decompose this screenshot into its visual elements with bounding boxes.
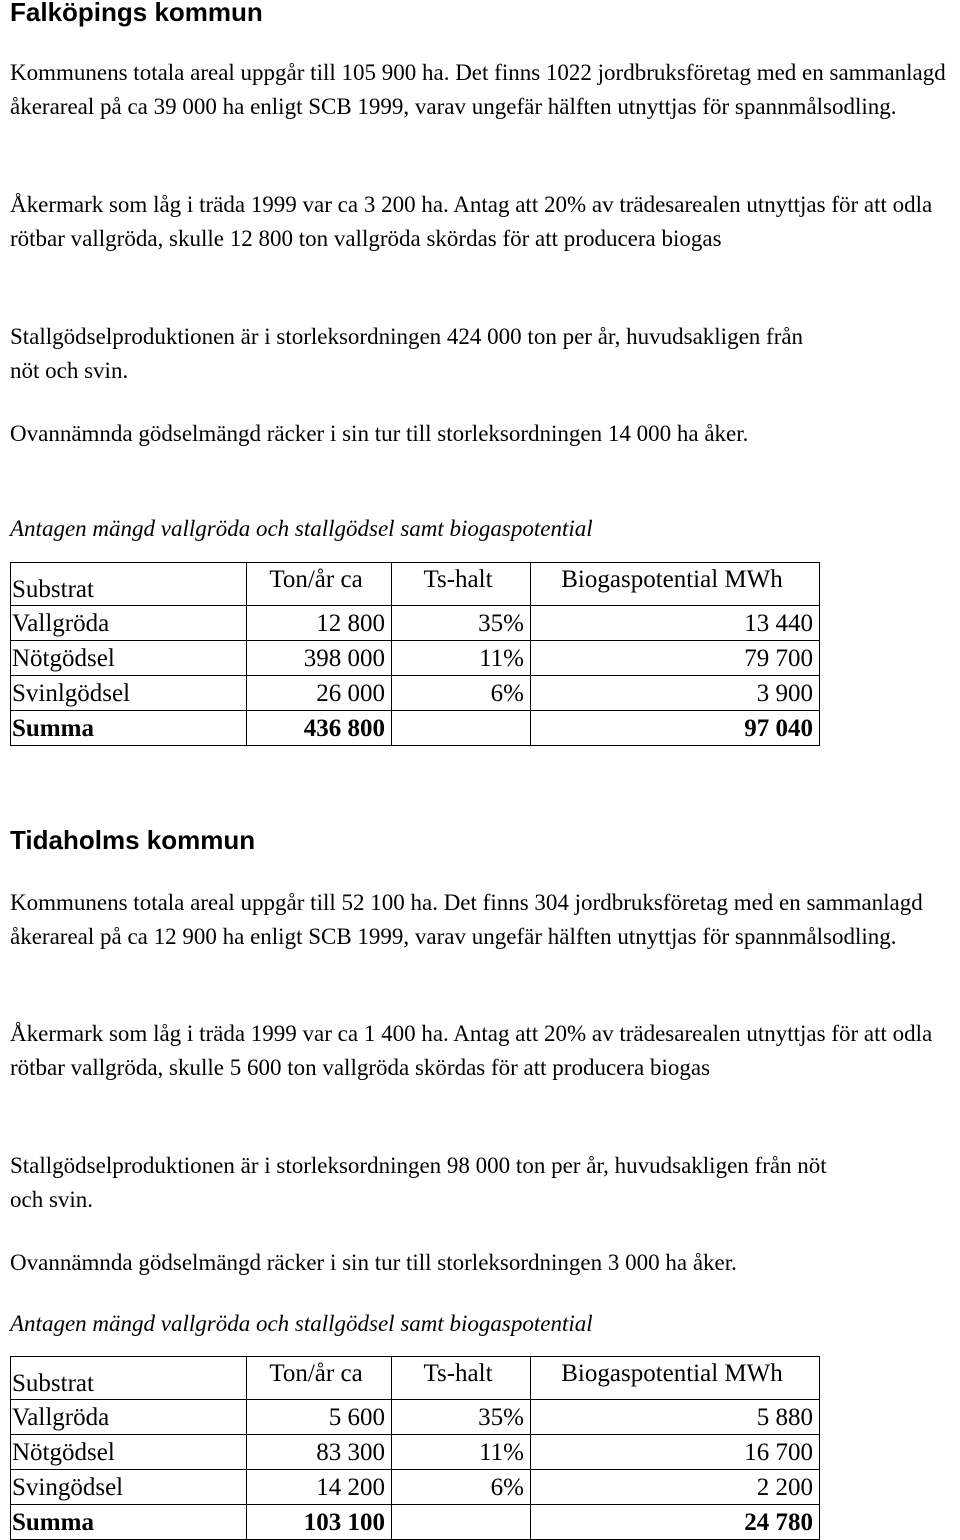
cell-total-label: Summa bbox=[11, 1505, 247, 1540]
header-ts-halt: Ts-halt bbox=[392, 1357, 531, 1400]
header-ton-ar: Ton/år ca bbox=[247, 1357, 392, 1400]
falkoping-table-caption: Antagen mängd vallgröda och stallgödsel samt biogaspotential bbox=[10, 516, 593, 541]
cell-total-ts bbox=[392, 1505, 531, 1540]
table-total-row bbox=[11, 711, 820, 746]
cell-substrat: Vallgröda bbox=[11, 1400, 247, 1435]
cell-ts: 11% bbox=[392, 641, 531, 676]
tidaholm-biogas-table bbox=[10, 1356, 820, 1540]
cell-total-label: Summa bbox=[11, 711, 247, 746]
cell-substrat: Svingödsel bbox=[11, 1470, 247, 1505]
table-row bbox=[11, 676, 820, 711]
cell-ts: 6% bbox=[392, 1470, 531, 1505]
table-row bbox=[11, 606, 820, 641]
tidaholm-paragraph-2: Åkermark som låg i träda 1999 var ca 1 400 ha. Antag att 20% av trädesarealen utnyttjas för att odla rötbar vallgröda, skulle 5 600 ton vallgröda skördas för att producera biogas bbox=[10, 1021, 933, 1080]
tidaholm-table-caption: Antagen mängd vallgröda och stallgödsel samt biogaspotential bbox=[10, 1311, 593, 1336]
falkoping-paragraph-3: Stallgödselproduktionen är i storleksordningen 424 000 ton per år, huvudsakligen från nöt och svin. bbox=[10, 324, 804, 383]
cell-ts: 35% bbox=[392, 606, 531, 641]
table-header-row bbox=[11, 1357, 820, 1400]
tidaholm-paragraph-4: Ovannämnda gödselmängd räcker i sin tur till storleksordningen 3 000 ha åker. bbox=[10, 1250, 737, 1275]
table-row bbox=[11, 1470, 820, 1505]
cell-ts: 35% bbox=[392, 1400, 531, 1435]
cell-ton: 14 200 bbox=[247, 1470, 392, 1505]
cell-mwh: 3 900 bbox=[531, 676, 820, 711]
falkoping-biogas-table bbox=[10, 562, 820, 746]
cell-ton: 83 300 bbox=[247, 1435, 392, 1470]
tidaholm-paragraph-3: Stallgödselproduktionen är i storleksordningen 98 000 ton per år, huvudsakligen från nöt och svin. bbox=[10, 1153, 827, 1212]
cell-mwh: 2 200 bbox=[531, 1470, 820, 1505]
header-ts-halt: Ts-halt bbox=[392, 563, 531, 606]
cell-ton: 12 800 bbox=[247, 606, 392, 641]
table-row bbox=[11, 641, 820, 676]
cell-total-mwh: 24 780 bbox=[531, 1505, 820, 1540]
cell-total-ts bbox=[392, 711, 531, 746]
cell-mwh: 79 700 bbox=[531, 641, 820, 676]
header-substrat: Substrat bbox=[11, 1357, 247, 1400]
cell-mwh: 16 700 bbox=[531, 1435, 820, 1470]
cell-mwh: 13 440 bbox=[531, 606, 820, 641]
table-row bbox=[11, 1400, 820, 1435]
cell-ts: 6% bbox=[392, 676, 531, 711]
cell-substrat: Vallgröda bbox=[11, 606, 247, 641]
falkoping-paragraph-4: Ovannämnda gödselmängd räcker i sin tur till storleksordningen 14 000 ha åker. bbox=[10, 421, 749, 446]
cell-total-ton: 103 100 bbox=[247, 1505, 392, 1540]
cell-substrat: Svinlgödsel bbox=[11, 676, 247, 711]
header-substrat: Substrat bbox=[11, 563, 247, 606]
cell-ton: 398 000 bbox=[247, 641, 392, 676]
cell-substrat: Nötgödsel bbox=[11, 1435, 247, 1470]
table-total-row bbox=[11, 1505, 820, 1540]
section-title-tidaholm: Tidaholms kommun bbox=[10, 825, 256, 855]
header-biogaspotential: Biogaspotential MWh bbox=[531, 563, 820, 606]
cell-ton: 5 600 bbox=[247, 1400, 392, 1435]
section-title-falkoping: Falköpings kommun bbox=[10, 0, 263, 27]
header-biogaspotential: Biogaspotential MWh bbox=[531, 1357, 820, 1400]
cell-substrat: Nötgödsel bbox=[11, 641, 247, 676]
cell-total-ton: 436 800 bbox=[247, 711, 392, 746]
cell-mwh: 5 880 bbox=[531, 1400, 820, 1435]
falkoping-paragraph-2: Åkermark som låg i träda 1999 var ca 3 200 ha. Antag att 20% av trädesarealen utnyttjas för att odla rötbar vallgröda, skulle 12 800 ton vallgröda skördas för att producera biogas bbox=[10, 192, 933, 251]
tidaholm-paragraph-1: Kommunens totala areal uppgår till 52 100 ha. Det finns 304 jordbruksföretag med en sammanlagd åkerareal på ca 12 900 ha enligt SCB 1999, varav ungefär hälften utnyttjas för spannmålsodling. bbox=[10, 890, 923, 949]
cell-total-mwh: 97 040 bbox=[531, 711, 820, 746]
header-ton-ar: Ton/år ca bbox=[247, 563, 392, 606]
table-header-row bbox=[11, 563, 820, 606]
cell-ton: 26 000 bbox=[247, 676, 392, 711]
cell-ts: 11% bbox=[392, 1435, 531, 1470]
falkoping-paragraph-1: Kommunens totala areal uppgår till 105 900 ha. Det finns 1022 jordbruksföretag med en sammanlagd åkerareal på ca 39 000 ha enligt SCB 1999, varav ungefär hälften utnyttjas för spannmålsodling. bbox=[10, 60, 946, 119]
table-row bbox=[11, 1435, 820, 1470]
